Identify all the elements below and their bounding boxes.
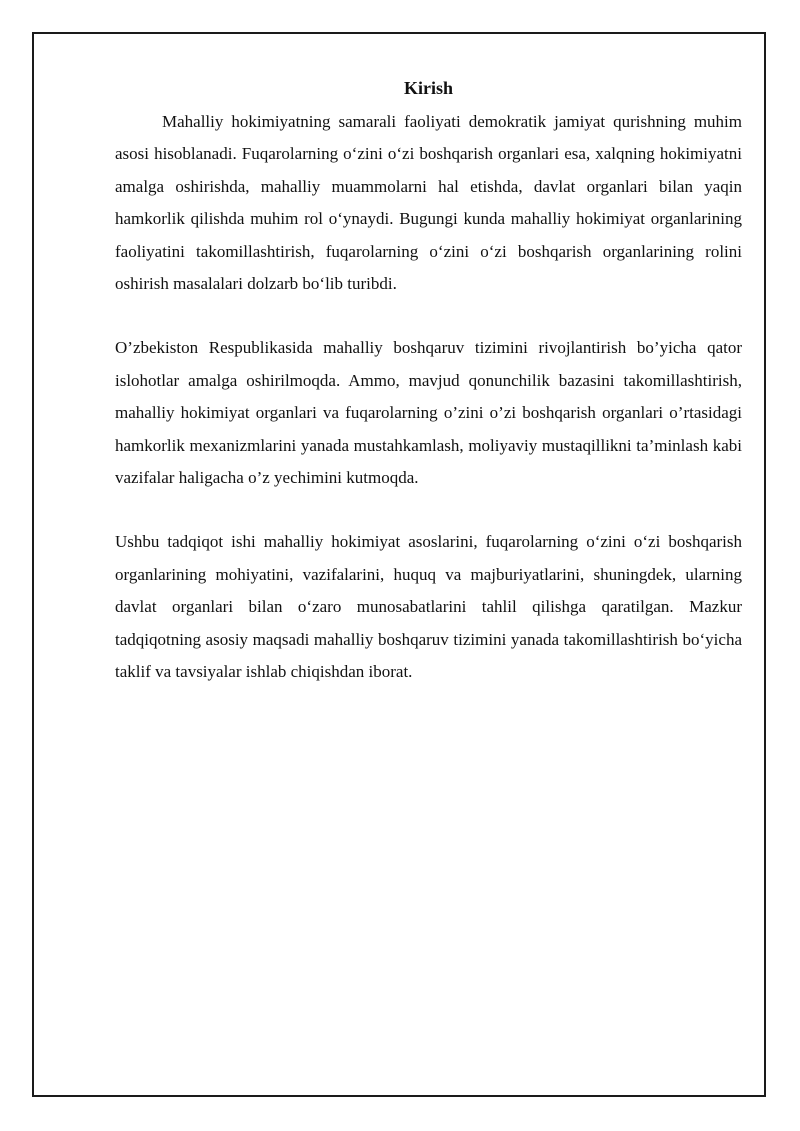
paragraph-3: Ushbu tadqiqot ishi mahalliy hokimiyat asoslarini, fuqarolarning o‘zini o‘zi boshqarish organlarining mohiyatini, vazifalarini, huquq va majburiyatlarini, shuningdek, ularning davlat organlari bilan o‘zaro munosabatlarini tahlil qilishga qaratilgan. Mazkur tadqiqotning asosiy maqsadi mahalliy boshqaruv tizimini yanada takomillashtirish bo‘yicha taklif va tavsiyalar ishlab chiqishdan iborat. (115, 532, 742, 682)
document-title: Kirish (403, 78, 453, 98)
document-body (115, 74, 742, 689)
paragraph-2: O’zbekiston Respublikasida mahalliy boshqaruv tizimini rivojlantirish bo’yicha qator islohotlar amalga oshirilmoqda. Ammo, mavjud qonunchilik bazasini takomillashtirish, mahalliy hokimiyat organlari va fuqarolarning o’zini o’zi boshqarish organlari o’rtasidagi hamkorlik mexanizmlarini yanada mustahkamlash, moliyaviy mustaqillikni ta’minlash kabi vazifalar haligacha o’z yechimini kutmoqda. (115, 338, 742, 488)
paragraph-spacer (115, 300, 742, 332)
paragraph-1: Mahalliy hokimiyatning samarali faoliyati demokratik jamiyat qurishning muhim asosi hisoblanadi. Fuqarolarning o‘zini o‘zi boshqarish organlari esa, xalqning hokimiyatni amalga oshirishda, mahalliy muammolarni hal etishda, davlat organlari bilan yaqin hamkorlik qilishda muhim rol o‘ynaydi. Bugungi kunda mahalliy hokimiyat organlarining faoliyatini takomillashtirish, fuqarolarning o‘zini o‘zi boshqarish organlarining rolini oshirish masalalari dolzarb bo‘lib turibdi. (115, 112, 742, 294)
paragraph-spacer (115, 494, 742, 526)
